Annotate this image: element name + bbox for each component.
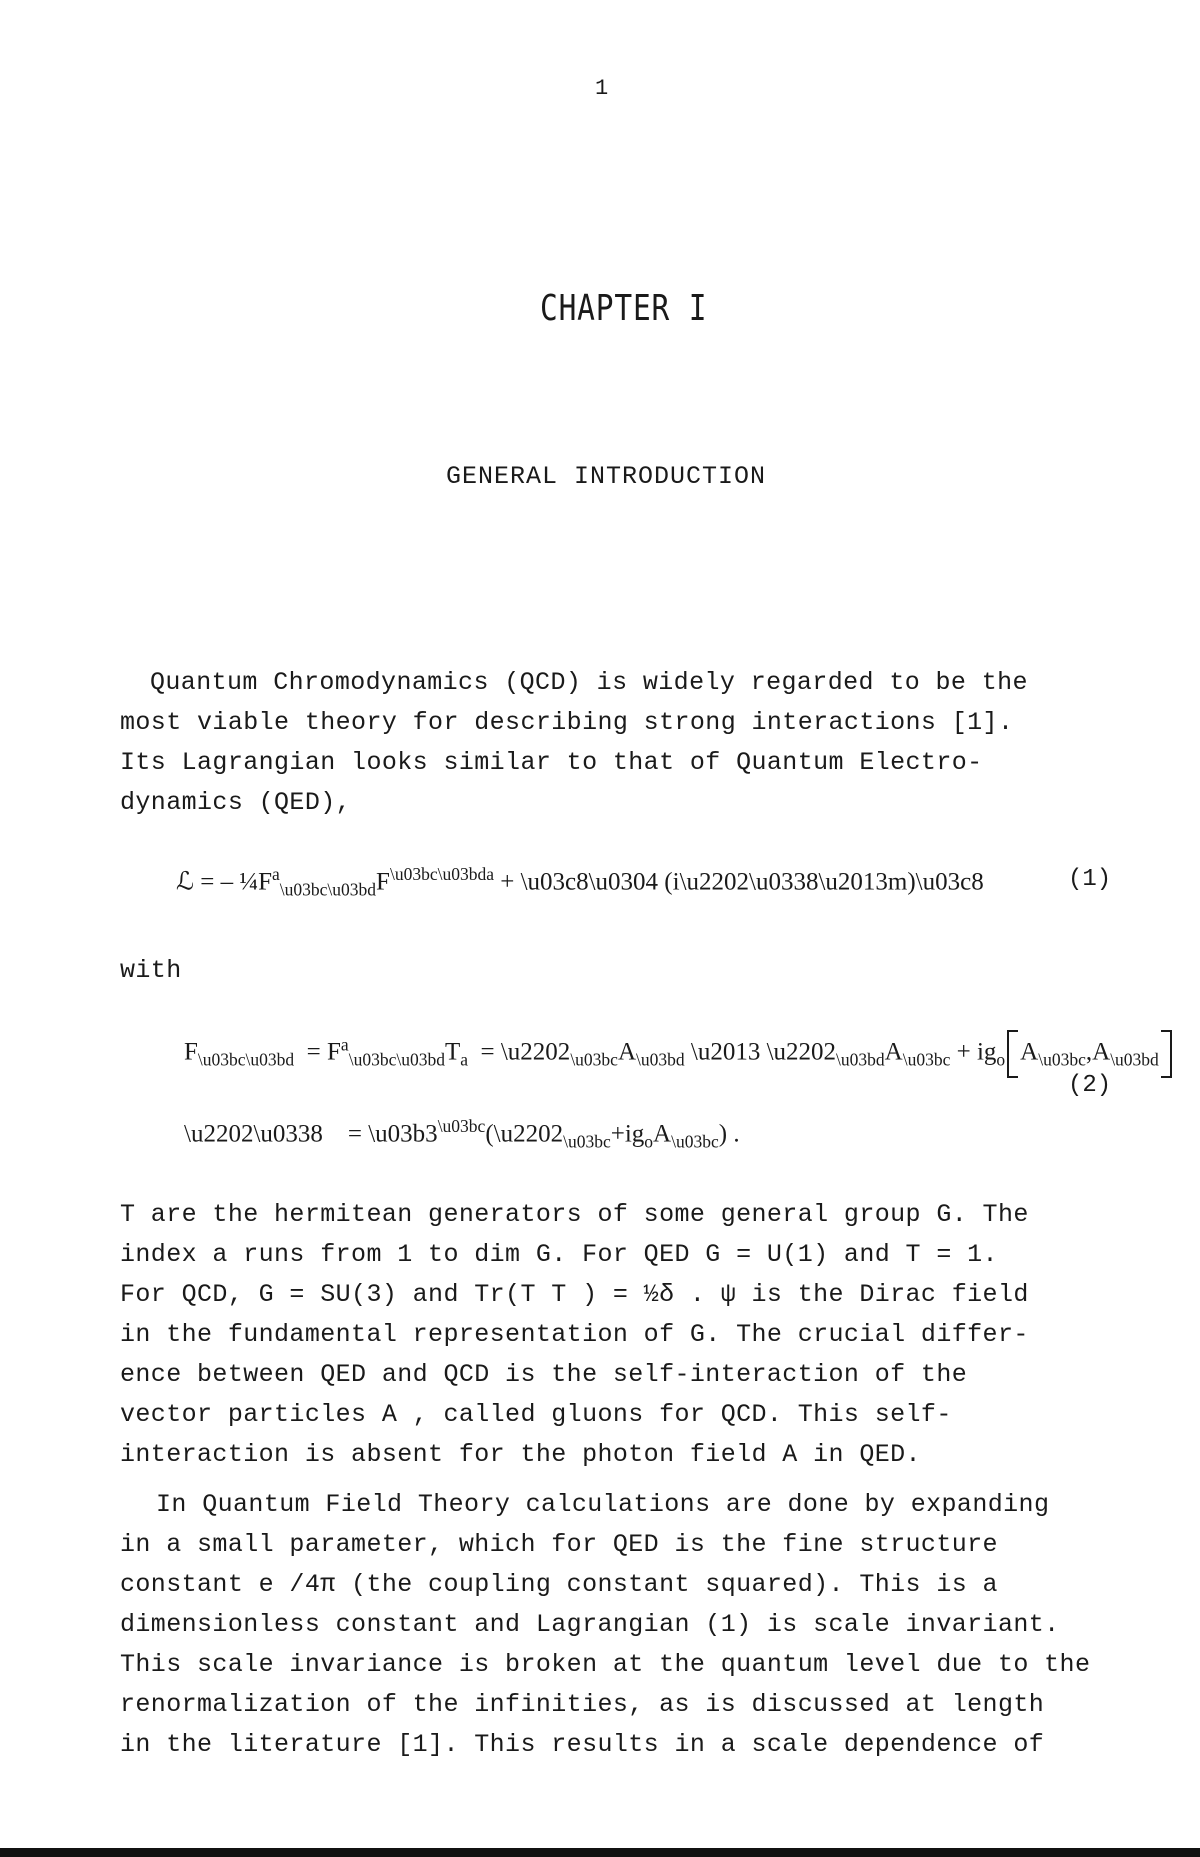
equation-2-line-2: \u2202\u0338 = $\backslash u03b3^{\backslash u03bc}(\backslash u2202_{\backslash u03bc}+ig_oA_{\backslash u03bc})$ . xyxy=(184,1116,740,1152)
with-label: with xyxy=(120,956,182,985)
equation-1: ℒ = – $\frac{1}{4}F^a_{\backslash u03bc\backslash u03bd}F^{\backslash u03bc\backslash u03bda}$ + \u03c8\u0304 (i\u2202\u0338\u2013m)\u03c8 xyxy=(176,864,984,900)
bottom-rule xyxy=(0,1848,1200,1857)
para2-line-4: in the fundamental representation of G. The crucial differ- xyxy=(120,1320,1029,1349)
section-title: GENERAL INTRODUCTION xyxy=(446,462,767,491)
para2-line-3: For QCD, G = SU(3) and Tr(T T ) = ½δ . ψ is the Dirac field xyxy=(120,1280,1029,1309)
para3-line-6: renormalization of the infinities, as is discussed at length xyxy=(120,1690,1045,1719)
equation-1-number: (1) xyxy=(1068,866,1112,893)
para3-line-7: in the literature [1]. This results in a scale dependence of xyxy=(120,1730,1045,1759)
para2-line-6: vector particles A , called gluons for QCD. This self- xyxy=(120,1400,952,1429)
para1-line-2: most viable theory for describing strong interactions [1]. xyxy=(120,708,1014,737)
para3-line-3: constant e /4π (the coupling constant squared). This is a xyxy=(120,1570,998,1599)
equation-1-lhs: ℒ = – ¼F xyxy=(176,868,273,896)
para1-line-4: dynamics (QED), xyxy=(120,788,352,817)
page-number: 1 xyxy=(595,76,609,101)
chapter-title: CHAPTER I xyxy=(540,288,708,329)
equation-2-number: (2) xyxy=(1068,1072,1112,1099)
para3-line-4: dimensionless constant and Lagrangian (1) is scale invariant. xyxy=(120,1610,1060,1639)
para2-line-5: ence between QED and QCD is the self-interaction of the xyxy=(120,1360,968,1389)
para2-line-1: T are the hermitean generators of some general group G. The xyxy=(120,1200,1029,1229)
para3-line-1: In Quantum Field Theory calculations are done by expanding xyxy=(156,1490,1050,1519)
para2-line-7: interaction is absent for the photon field A in QED. xyxy=(120,1440,921,1469)
para1-line-1: Quantum Chromodynamics (QCD) is widely regarded to be the xyxy=(150,668,1028,697)
para2-line-2: index a runs from 1 to dim G. For QED G = U(1) and T = 1. xyxy=(120,1240,998,1269)
para3-line-2: in a small parameter, which for QED is the fine structure xyxy=(120,1530,998,1559)
equation-2-line-1: $F_{\backslash u03bc\backslash u03bd} = F^a_{\backslash u03bc\backslash u03bd}T_a$ = $\backslash u2202_{\backslash u03bc}A_{\backslash u03bd}$ \u2013 $\backslash u2202_{\backslash u03bd}A_{\backslash u03bc} + ig_o$ $A_{\backslash u03bc},A_{\backslash u03bd}$ xyxy=(184,1030,1174,1078)
para3-line-5: This scale invariance is broken at the quantum level due to the xyxy=(120,1650,1091,1679)
para1-line-3: Its Lagrangian looks similar to that of Quantum Electro- xyxy=(120,748,983,777)
